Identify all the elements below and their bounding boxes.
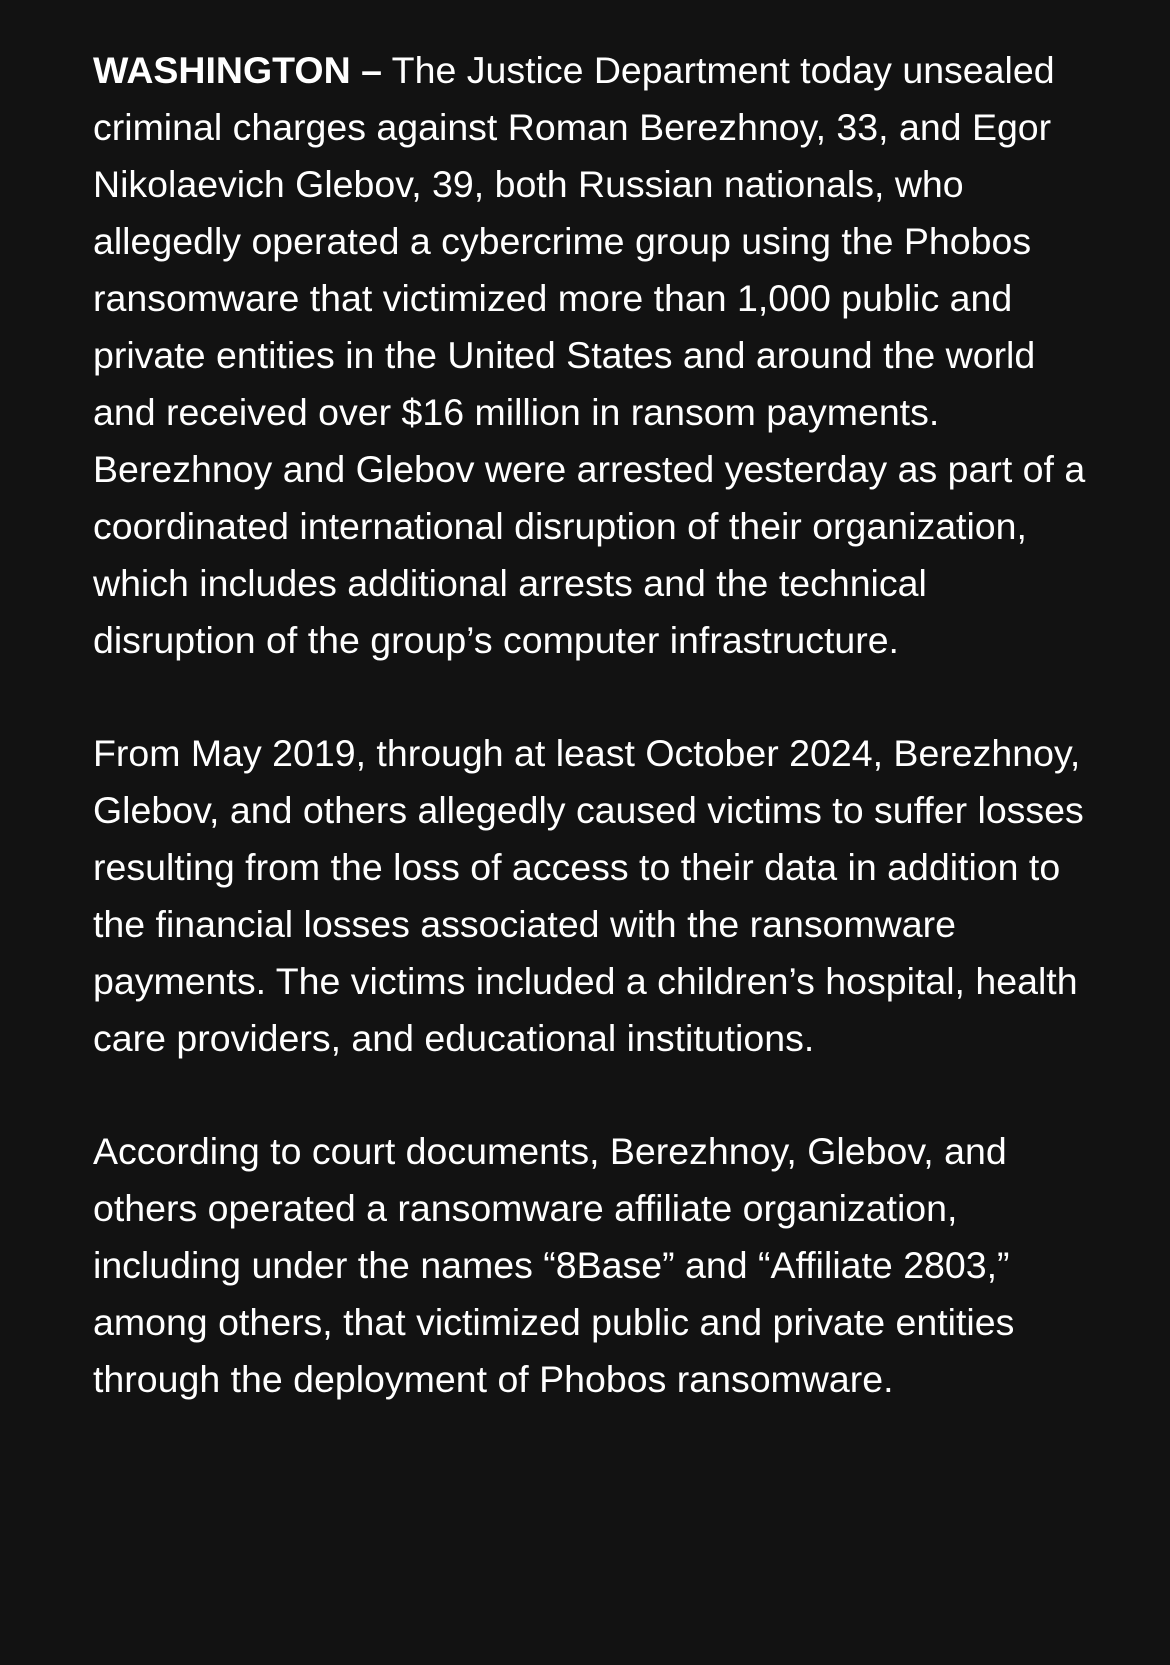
article-paragraph-1 [93, 42, 1093, 669]
paragraph-1-text: The Justice Department today unsealed criminal charges against Roman Berezhnoy, 33, and Egor Nikolaevich Glebov, 39, both Russian nationals, who allegedly operated a cybercrime group using the Phobos ransomware that victimized more than 1,000 public and private entities in the United States and around the world and received over $16 million in ransom payments. Berezhnoy and Glebov were arrested yesterday as part of a coordinated international disruption of their organization, which includes additional arrests and the technical disruption of the group’s computer infrastructure. [93, 49, 1086, 661]
article-paragraph-2: From May 2019, through at least October 2024, Berezhnoy, Glebov, and others allegedly caused victims to suffer losses resulting from the loss of access to their data in addition to the financial losses associated with the ransomware payments. The victims included a children’s hospital, health care providers, and educational institutions. [93, 732, 1084, 1059]
dateline: WASHINGTON – [93, 49, 382, 91]
article-body [93, 42, 1093, 1408]
article-paragraph-3: According to court documents, Berezhnoy, Glebov, and others operated a ransomware affiliate organization, including under the names “8Base” and “Affiliate 2803,” among others, that victimized public and private entities through the deployment of Phobos ransomware. [93, 1130, 1015, 1400]
